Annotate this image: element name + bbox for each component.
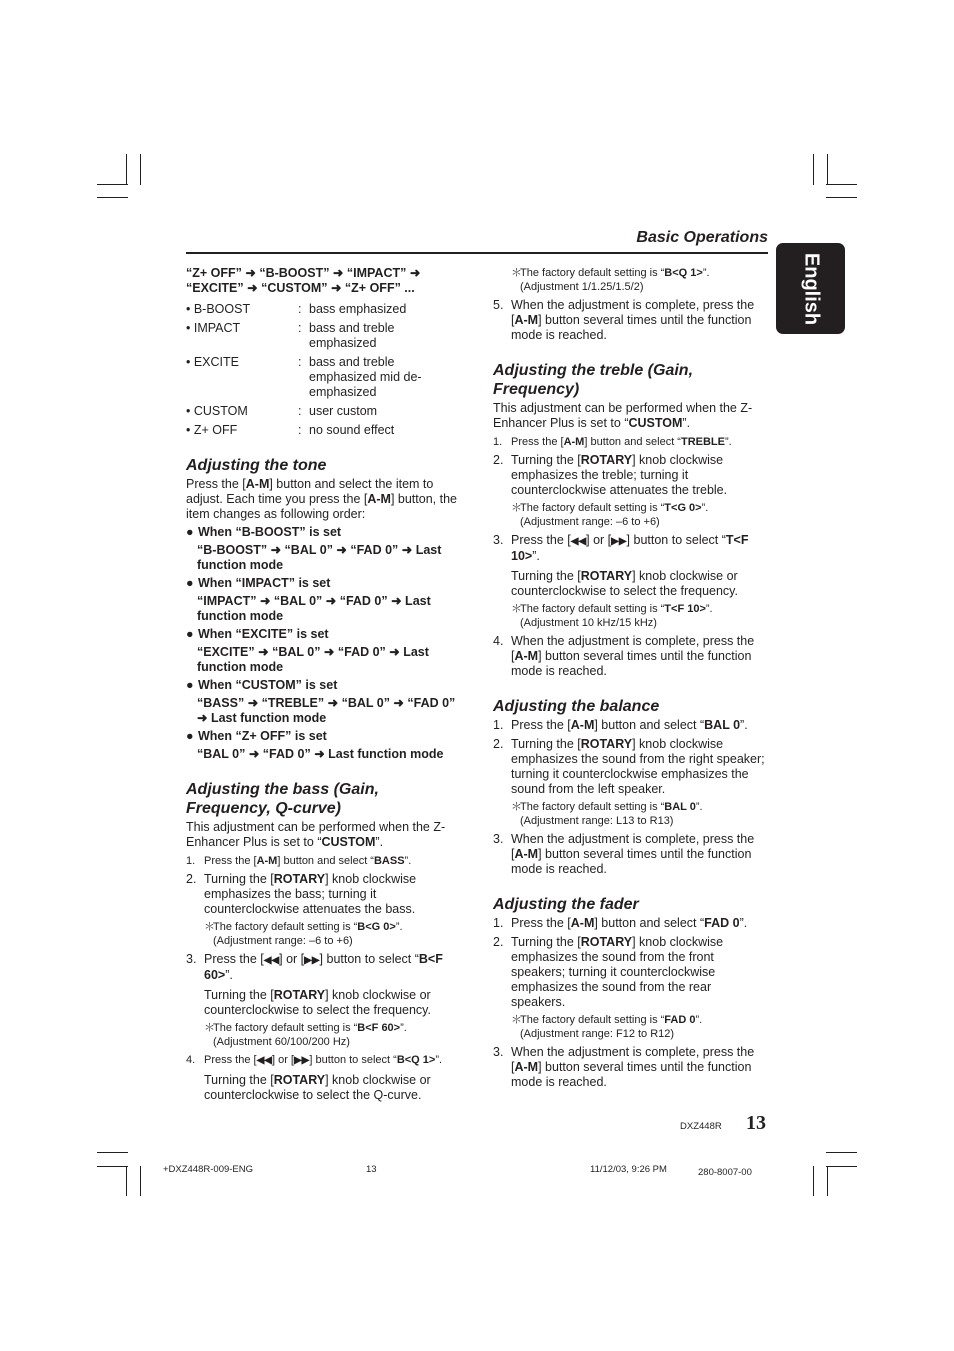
crop-mark <box>827 154 828 185</box>
bass-step-4: 4. Press the [◀◀] or [▶▶] button to select “B<Q 1>”. <box>186 1054 443 1066</box>
fader-step-3: 3. When the adjustment is complete, press the [A-M] button several times until the function mode is reached. <box>493 1045 755 1089</box>
left-column <box>186 266 461 1103</box>
fader-step-2-note: ＊The factory default setting is “FAD 0”. (Adjustment range: F12 to R12) <box>511 1014 703 1040</box>
glossary-desc: bass and treble emphasized mid de-emphasized <box>309 355 422 399</box>
glossary-row <box>186 404 461 419</box>
crop-mark <box>97 184 128 185</box>
treble-step-2: 2. Turning the [ROTARY] knob clockwise emphasizes the treble; turning it counterclockwise attenuates the treble. <box>493 453 728 497</box>
bass-step-2: 2. Turning the [ROTARY] knob clockwise emphasizes the bass; turning it counterclockwise attenuates the bass. <box>186 872 417 916</box>
glossary-row <box>186 321 461 351</box>
skip-forward-icon: ▶▶ <box>293 1055 310 1066</box>
tone-case-sequence: “B-BOOST” ➜ “BAL 0” ➜ “FAD 0” ➜ Last function mode <box>197 543 442 572</box>
skip-back-icon: ◀◀ <box>256 1055 272 1066</box>
model-number: DXZ448R <box>680 1121 722 1132</box>
crop-mark <box>826 197 857 198</box>
crop-mark <box>140 154 141 185</box>
skip-back-icon: ◀◀ <box>570 536 587 547</box>
tone-case-sequence: “BAL 0” ➜ “FAD 0” ➜ Last function mode <box>197 747 444 761</box>
glossary-row <box>186 355 461 400</box>
treble-intro: This adjustment can be performed when the Z-Enhancer Plus is set to “CUSTOM”. <box>493 401 753 430</box>
crop-mark <box>97 1166 128 1167</box>
skip-back-icon: ◀◀ <box>263 955 280 966</box>
glossary-colon: : <box>298 321 302 335</box>
tone-case-sequence: “BASS” ➜ “TREBLE” ➜ “BAL 0” ➜ “FAD 0” ➜ Last function mode <box>197 696 456 725</box>
bass-step-4-detail: Turning the [ROTARY] knob clockwise or counterclockwise to select the Q-curve. <box>204 1073 431 1102</box>
tone-case: ● When “CUSTOM” is set <box>186 678 338 692</box>
print-code: 280-8007-00 <box>698 1167 752 1178</box>
tone-case: ● When “Z+ OFF” is set <box>186 729 327 743</box>
treble-heading: Adjusting the treble (Gain, Frequency) <box>493 362 694 398</box>
header-rule <box>186 252 768 254</box>
balance-heading: Adjusting the balance <box>493 698 660 715</box>
bass-intro: This adjustment can be performed when the Z-Enhancer Plus is set to “CUSTOM”. <box>186 820 446 849</box>
bass-step-5: 5. When the adjustment is complete, press the [A-M] button several times until the function mode is reached. <box>493 298 755 342</box>
glossary-term: • B-BOOST <box>186 302 251 316</box>
crop-mark <box>813 154 814 185</box>
tone-intro: Press the [A-M] button and select the item to adjust. Each time you press the [A-M] button, the item changes as following order: <box>186 477 457 521</box>
balance-step-2-note: ＊The factory default setting is “BAL 0”. (Adjustment range: L13 to R13) <box>511 801 703 827</box>
bass-step-4-note: ＊The factory default setting is “B<Q 1>”. (Adjustment 1/1.25/1.5/2) <box>511 267 710 293</box>
glossary-term: • IMPACT <box>186 321 241 335</box>
bass-step-3: 3. Press the [◀◀] or [▶▶] button to select “B<F 60>”. <box>186 952 443 982</box>
crop-mark <box>97 1152 128 1153</box>
glossary-term: • Z+ OFF <box>186 423 238 437</box>
bass-step-3-note: ＊The factory default setting is “B<F 60>”. (Adjustment 60/100/200 Hz) <box>204 1022 407 1048</box>
glossary-colon: : <box>298 423 302 437</box>
treble-step-3-note: ＊The factory default setting is “T<F 10>”. (Adjustment 10 kHz/15 kHz) <box>511 603 713 629</box>
right-column <box>493 266 765 1090</box>
bass-step-3-detail: Turning the [ROTARY] knob clockwise or counterclockwise to select the frequency. <box>204 988 431 1017</box>
treble-step-2-note: ＊The factory default setting is “T<G 0>”. (Adjustment range: –6 to +6) <box>511 502 709 528</box>
treble-step-3: 3. Press the [◀◀] or [▶▶] button to select “T<F 10>”. <box>493 533 749 563</box>
fader-step-2: 2. Turning the [ROTARY] knob clockwise emphasizes the sound from the front speakers; turning it counterclockwise emphasizes the sound from the rear speakers. <box>493 935 724 1009</box>
crop-mark <box>140 1166 141 1196</box>
tone-case: ● When “IMPACT” is set <box>186 576 331 590</box>
skip-forward-icon: ▶▶ <box>304 955 320 966</box>
print-page: 13 <box>366 1164 377 1175</box>
glossary-row <box>186 423 461 438</box>
language-tab-label: English <box>800 252 822 325</box>
fader-heading: Adjusting the fader <box>493 896 639 913</box>
glossary-colon: : <box>298 355 302 369</box>
crop-mark <box>97 197 128 198</box>
treble-step-3-detail: Turning the [ROTARY] knob clockwise or counterclockwise to select the frequency. <box>511 569 738 598</box>
bass-step-1: 1. Press the [A-M] button and select “BASS”. <box>186 855 412 867</box>
crop-mark <box>826 1166 857 1167</box>
glossary-row <box>186 302 461 317</box>
glossary-desc: bass emphasized <box>309 302 407 316</box>
language-tab <box>776 243 845 334</box>
fader-step-1: 1. Press the [A-M] button and select “FAD 0”. <box>493 916 748 930</box>
tone-case: ● When “B-BOOST” is set <box>186 525 342 539</box>
crop-mark <box>826 1152 857 1153</box>
skip-forward-icon: ▶▶ <box>611 536 627 547</box>
treble-step-1: 1. Press the [A-M] button and select “TREBLE”. <box>493 436 732 448</box>
balance-step-1: 1. Press the [A-M] button and select “BAL 0”. <box>493 718 748 732</box>
tone-case-sequence: “EXCITE” ➜ “BAL 0” ➜ “FAD 0” ➜ Last function mode <box>197 645 429 674</box>
page-number: 13 <box>746 1112 766 1134</box>
print-file: +DXZ448R-009-ENG <box>163 1164 254 1175</box>
treble-step-4: 4. When the adjustment is complete, press the [A-M] button several times until the function mode is reached. <box>493 634 755 678</box>
bass-heading: Adjusting the bass (Gain, Frequency, Q-curve) <box>186 781 379 817</box>
crop-mark <box>126 1166 127 1196</box>
mode-sequence: “Z+ OFF” ➜ “B-BOOST” ➜ “IMPACT” ➜ “EXCITE” ➜ “CUSTOM” ➜ “Z+ OFF” ... <box>186 266 421 295</box>
crop-mark <box>813 1166 814 1196</box>
section-title: Basic Operations <box>636 229 768 246</box>
tone-case-sequence: “IMPACT” ➜ “BAL 0” ➜ “FAD 0” ➜ Last function mode <box>197 594 431 623</box>
glossary-desc: no sound effect <box>309 423 395 437</box>
bass-step-2-note: ＊The factory default setting is “B<G 0>”. (Adjustment range: –6 to +6) <box>204 921 403 947</box>
tone-heading: Adjusting the tone <box>186 457 327 474</box>
print-date: 11/12/03, 9:26 PM <box>590 1164 667 1175</box>
glossary-term: • CUSTOM <box>186 404 248 418</box>
glossary-desc: bass and treble emphasized <box>309 321 395 350</box>
glossary-desc: user custom <box>309 404 378 418</box>
glossary-term: • EXCITE <box>186 355 239 369</box>
crop-mark <box>826 184 857 185</box>
balance-step-2: 2. Turning the [ROTARY] knob clockwise emphasizes the sound from the right speaker; turning it counterclockwise emphasizes the sound from the left speaker. <box>493 737 765 796</box>
glossary-colon: : <box>298 404 302 418</box>
crop-mark <box>827 1166 828 1196</box>
glossary-colon: : <box>298 302 302 316</box>
crop-mark <box>126 154 127 185</box>
balance-step-3: 3. When the adjustment is complete, press the [A-M] button several times until the function mode is reached. <box>493 832 755 876</box>
tone-case: ● When “EXCITE” is set <box>186 627 329 641</box>
